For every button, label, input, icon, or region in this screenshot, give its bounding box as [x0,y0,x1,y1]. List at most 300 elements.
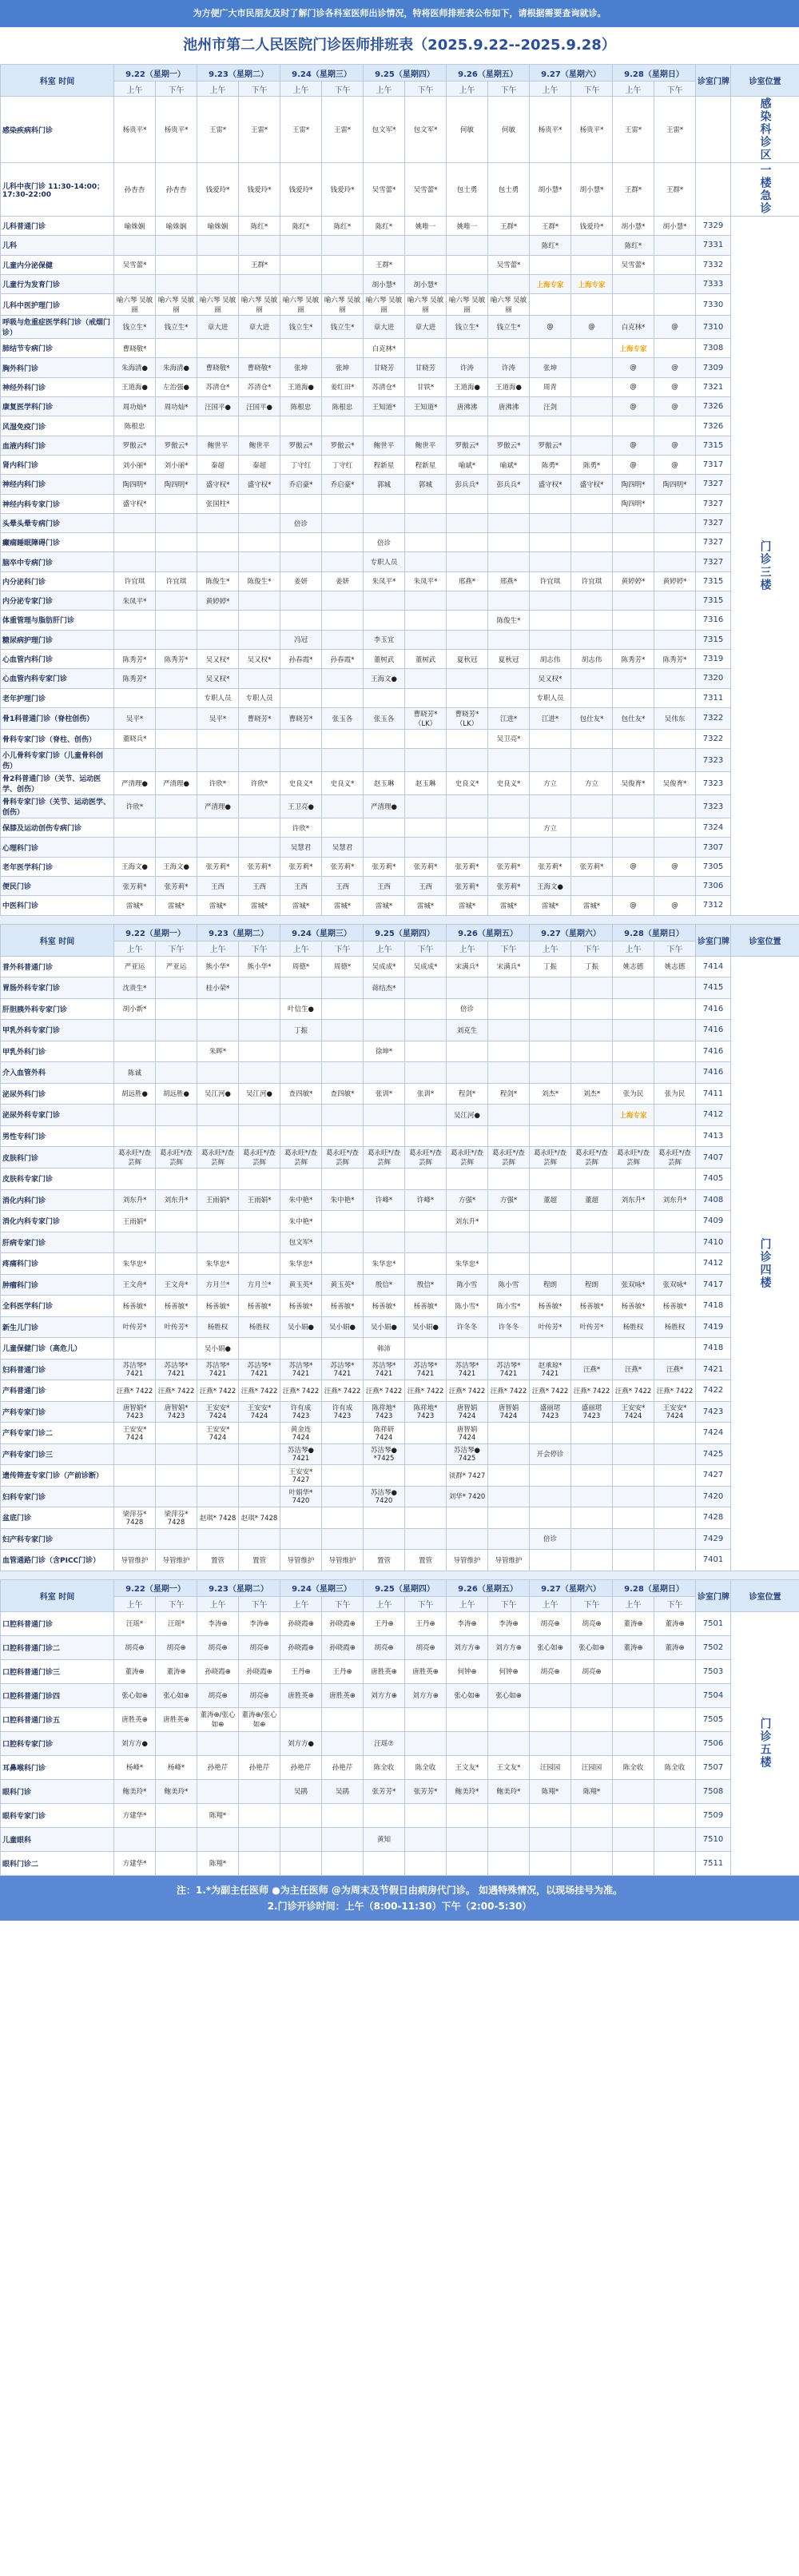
doctor-cell: 杨贵平* [114,97,156,163]
doctor-cell: 刘东升* [654,1189,696,1211]
doctor-cell: 史良义* [322,772,364,795]
dept-name: 儿童行为发育门诊 [1,274,114,293]
doctor-cell: 喻六琴 吴敏丽 [156,294,197,316]
doctor-cell [239,552,280,571]
doctor-cell [280,339,322,358]
dept-name: 泌尿外科专家门诊 [1,1105,114,1126]
doctor-cell: 雷城* [322,896,364,915]
doctor-cell: 置管 [239,1550,280,1571]
dept-name: 儿童眼科 [1,1827,114,1851]
doctor-cell: 黄婷婷* [654,571,696,591]
dept-name: 妇产科专家门诊 [1,1528,114,1550]
doctor-cell [447,533,488,552]
header-pm: 下午 [654,82,696,97]
doctor-cell: 胡远胜● [156,1083,197,1105]
doctor-cell: 喻六琴 吴敏丽 [405,294,447,316]
doctor-cell: 曹晓芳* [280,707,322,729]
header-dept-label: 科室 [39,78,56,86]
doctor-cell: 汪瑶* [114,1611,156,1635]
doctor-cell [654,1827,696,1851]
doctor-cell [156,1465,197,1487]
doctor-cell: 雷城* [114,896,156,915]
doctor-cell: 王道海● [114,377,156,396]
room-number: 7307 [696,838,731,857]
doctor-cell: 张芳莉* [239,857,280,876]
doctor-cell [488,1105,530,1126]
doctor-cell: 汪燕* [571,1359,613,1380]
doctor-cell: 吴又权* [530,669,571,688]
doctor-cell: 上海专家 [613,339,654,358]
doctor-cell: 张芳莉* [447,877,488,896]
doctor-cell [364,236,405,255]
doctor-cell [405,998,447,1020]
doctor-cell [530,1169,571,1190]
doctor-cell: 王雷* [322,97,364,163]
doctor-cell [239,236,280,255]
doctor-cell [488,1803,530,1827]
doctor-cell: 唐胜英⊕ [280,1683,322,1707]
doctor-cell: 葛永旺*/查芸辉 [322,1147,364,1169]
doctor-cell [530,977,571,999]
doctor-cell: 王道海● [280,377,322,396]
doctor-cell [613,977,654,999]
doctor-cell: 桂小荣* [197,977,239,999]
doctor-cell [405,1827,447,1851]
doctor-cell: 罗傲云* [280,436,322,455]
doctor-cell: 张双咏* [654,1274,696,1296]
doctor-cell: 张坤 [322,358,364,377]
doctor-cell: 董涛⊕ [613,1635,654,1659]
doctor-cell: 葛永旺*/查芸辉 [280,1147,322,1169]
header-row-ampm [1,1596,799,1611]
doctor-cell [488,1020,530,1041]
doctor-cell: 董树武 [405,649,447,668]
doctor-cell [488,1211,530,1232]
header-pm: 下午 [239,1596,280,1611]
schedule-table [0,1579,799,1876]
schedule-row [1,1147,799,1169]
doctor-cell [613,552,654,571]
doctor-cell [239,591,280,611]
doctor-cell [654,1486,696,1507]
doctor-cell: @ [654,436,696,455]
doctor-cell: 汪燕* 7422 [447,1380,488,1402]
doctor-cell: 盛守权* [530,475,571,494]
doctor-cell [322,688,364,707]
doctor-cell [280,533,322,552]
doctor-cell [114,236,156,255]
schedule-row [1,397,799,416]
doctor-cell: 杨善敏* [654,1296,696,1317]
doctor-cell: 沈贵生* [114,977,156,999]
doctor-cell: 叶信生● [280,998,322,1020]
doctor-cell [322,416,364,436]
doctor-cell: @ [613,455,654,474]
dept-name: 消化内科专家门诊 [1,1211,114,1232]
doctor-cell [364,1211,405,1232]
doctor-cell [322,630,364,649]
doctor-cell [488,591,530,611]
doctor-cell [654,1443,696,1465]
dept-name: 产科专家门诊二 [1,1423,114,1444]
doctor-cell [156,1169,197,1190]
doctor-cell: 钱爱玲* [280,163,322,217]
doctor-cell [239,1169,280,1190]
doctor-cell: 胡志伟 [530,649,571,668]
dept-name: 口腔科普通门诊二 [1,1635,114,1659]
header-pm: 下午 [571,82,613,97]
doctor-cell [613,294,654,316]
doctor-cell [530,1062,571,1084]
doctor-cell: 丁振 [571,956,613,977]
dept-name: 儿童保健门诊（高危儿） [1,1338,114,1360]
doctor-cell [654,533,696,552]
doctor-cell: 吴小娟● [405,1316,447,1338]
schedule-row [1,1105,799,1126]
doctor-cell: 蒋结杰* [364,977,405,999]
doctor-cell: 包文军* [364,97,405,163]
doctor-cell [322,1041,364,1062]
schedule-row [1,455,799,474]
doctor-cell: 罗傲云* [156,436,197,455]
doctor-cell [654,749,696,772]
dept-name: 新生儿门诊 [1,1316,114,1338]
doctor-cell: 宋满兵* [447,956,488,977]
doctor-cell: 吴成成* [364,956,405,977]
doctor-cell [571,1528,613,1550]
doctor-cell: 张心如⊕ [530,1635,571,1659]
doctor-cell [280,1338,322,1360]
doctor-cell: 吴慧君 [322,838,364,857]
doctor-cell [613,1253,654,1275]
doctor-cell [654,729,696,748]
header-day-4: 9.25（星期四） [364,1579,447,1596]
doctor-cell: 置管 [197,1550,239,1571]
doctor-cell: 葛永旺*/查芸辉 [239,1147,280,1169]
doctor-cell [530,513,571,532]
doctor-cell: 董涛⊕/张心如⊕ [239,1707,280,1731]
doctor-cell: 专职人员 [197,688,239,707]
doctor-cell: 朱海清● [156,358,197,377]
doctor-cell: 邢燕* [447,571,488,591]
doctor-cell [405,818,447,838]
doctor-cell: 曹晓敬* [239,358,280,377]
doctor-cell [447,749,488,772]
doctor-cell: @ [654,358,696,377]
doctor-cell: 葛永旺*/查芸辉 [364,1147,405,1169]
doctor-cell [197,255,239,274]
doctor-cell [654,1169,696,1190]
dept-name: 口腔科普通门诊三 [1,1659,114,1683]
schedule-row [1,1041,799,1062]
doctor-cell [447,1125,488,1147]
doctor-cell [571,838,613,857]
schedule-row [1,513,799,532]
doctor-cell [530,1683,571,1707]
dept-name: 口腔科专家门诊 [1,1731,114,1755]
doctor-cell: 刘东升* [447,1211,488,1232]
doctor-cell [405,494,447,513]
room-number: 7327 [696,475,731,494]
doctor-cell [156,630,197,649]
dept-name: 产科专家门诊三 [1,1443,114,1465]
doctor-cell: @ [613,377,654,396]
header-day-4: 9.25（星期四） [364,65,447,82]
doctor-cell [447,818,488,838]
doctor-cell: 陈全收 [654,1755,696,1779]
doctor-cell: 董涛⊕/张心如⊕ [197,1707,239,1731]
doctor-cell: 张心如⊕ [156,1683,197,1707]
doctor-cell: 钱立生* [156,316,197,339]
doctor-cell: 王群* [364,255,405,274]
doctor-cell: 王知道* [405,397,447,416]
doctor-cell: 王安安* 7427 [280,1465,322,1487]
doctor-cell: 王海文● [156,857,197,876]
doctor-cell: 胡亮⊕ [571,1611,613,1635]
doctor-cell: 陈祥研 7424 [364,1423,405,1444]
header-am: 上午 [613,941,654,956]
doctor-cell [239,795,280,818]
schedule-row [1,838,799,857]
doctor-cell [571,494,613,513]
dept-name: 神经外科门诊 [1,377,114,396]
doctor-cell: 钱立生* [447,316,488,339]
floor-label: 门诊三楼 [731,217,799,916]
doctor-cell [654,1803,696,1827]
doctor-cell: 苏洁琴* 7421 [405,1359,447,1380]
doctor-cell [571,1020,613,1041]
doctor-cell: 周青 [530,377,571,396]
doctor-cell [322,591,364,611]
room-number: 7420 [696,1486,731,1507]
dept-name: 癫痫睡眠障碍门诊 [1,533,114,552]
doctor-cell: 钱爱玲* [571,217,613,236]
doctor-cell: 朱凤平* [405,571,447,591]
doctor-cell [156,1731,197,1755]
header-pm: 下午 [322,941,364,956]
doctor-cell: 胡小慧* [530,163,571,217]
doctor-cell: 叶娟华* 7420 [280,1486,322,1507]
doctor-cell: 黄金连 7424 [280,1423,322,1444]
header-am: 上午 [280,1596,322,1611]
doctor-cell [571,1550,613,1571]
doctor-cell [405,513,447,532]
doctor-cell [280,1803,322,1827]
doctor-cell [571,339,613,358]
doctor-cell [114,611,156,630]
doctor-cell: 梁萍芬* 7428 [114,1507,156,1529]
doctor-cell [571,1062,613,1084]
doctor-cell: 陈翔* [197,1851,239,1875]
doctor-cell: 汪瑶⑦ [364,1731,405,1755]
doctor-cell [654,669,696,688]
doctor-cell [488,1423,530,1444]
doctor-cell: 孙艳芹 [197,1755,239,1779]
doctor-cell: 王雷* [613,97,654,163]
doctor-cell: 方月兰* [239,1274,280,1296]
doctor-cell: 苏洁琴* 7421 [280,1359,322,1380]
doctor-cell: 黄婷婷* [197,591,239,611]
doctor-cell [322,1827,364,1851]
doctor-cell: 张训* [364,1083,405,1105]
doctor-cell: 罗傲云* [530,436,571,455]
doctor-cell [405,669,447,688]
doctor-cell [613,1731,654,1755]
header-pm: 下午 [488,1596,530,1611]
doctor-cell: 方立 [530,818,571,838]
doctor-cell [156,513,197,532]
doctor-cell [322,977,364,999]
doctor-cell [447,1827,488,1851]
doctor-cell: 钱立生* [280,316,322,339]
schedule-row [1,533,799,552]
doctor-cell: 苏洁琴● 7425 [447,1443,488,1465]
dept-name: 心血管内科门诊 [1,649,114,668]
doctor-cell [488,1062,530,1084]
doctor-cell [530,1707,571,1731]
doctor-cell: 王群* [530,217,571,236]
doctor-cell: 丁守红 [280,455,322,474]
doctor-cell [156,1125,197,1147]
dept-name: 血管通路门诊（含PICC门诊） [1,1550,114,1571]
doctor-cell [613,1683,654,1707]
doctor-cell [654,1659,696,1683]
doctor-cell [530,552,571,571]
doctor-cell [322,1731,364,1755]
dept-name: 耳鼻喉科门诊 [1,1755,114,1779]
doctor-cell: 李涛⊕ [488,1611,530,1635]
doctor-cell: 陈红* [322,217,364,236]
schedule-row [1,1659,799,1683]
doctor-cell [156,533,197,552]
doctor-cell: 汪燕* 7422 [280,1380,322,1402]
doctor-cell [571,294,613,316]
header-am: 上午 [364,82,405,97]
doctor-cell [322,1423,364,1444]
doctor-cell [322,611,364,630]
doctor-cell: 苏清仓* [364,377,405,396]
header-am: 上午 [364,1596,405,1611]
dept-name: 感染疾病科门诊 [1,97,114,163]
doctor-cell: 何敏 [447,97,488,163]
doctor-cell [530,630,571,649]
doctor-cell [322,729,364,748]
doctor-cell [571,236,613,255]
schedule-row [1,956,799,977]
doctor-cell: 何钟⊕ [488,1659,530,1683]
schedule-row [1,1189,799,1211]
doctor-cell: 雷城* [530,896,571,915]
schedule-row [1,749,799,772]
doctor-cell [280,236,322,255]
header-day-7: 9.28（星期日） [613,924,696,941]
room-number: 7315 [696,630,731,649]
doctor-cell [613,1659,654,1683]
doctor-cell [654,1062,696,1084]
room-number: 7326 [696,397,731,416]
doctor-cell: 汪国平● [197,397,239,416]
doctor-cell [613,274,654,293]
doctor-cell [239,274,280,293]
doctor-cell: 王安安* 7424 [197,1423,239,1444]
doctor-cell: 唐智娟 7424 [447,1423,488,1444]
footer-line-2: 2.门诊开诊时间：上午（8:00-11:30）下午（2:00-5:30） [267,1900,532,1912]
header-row-ampm [1,941,799,956]
doctor-cell [571,1803,613,1827]
doctor-cell: 张芳莉* [405,857,447,876]
dept-name: 血液内科门诊 [1,436,114,455]
doctor-cell [156,1020,197,1041]
doctor-cell [280,1707,322,1731]
doctor-cell: 苏清仓* [197,377,239,396]
doctor-cell [197,1779,239,1803]
doctor-cell: 张芳莉* [280,857,322,876]
doctor-cell [654,1779,696,1803]
doctor-cell [488,1731,530,1755]
doctor-cell: 周功灿* [156,397,197,416]
room-number: 7408 [696,1189,731,1211]
doctor-cell [488,1827,530,1851]
doctor-cell [239,1779,280,1803]
doctor-cell [114,1486,156,1507]
header-day-7: 9.28（星期日） [613,1579,696,1596]
doctor-cell [488,838,530,857]
doctor-cell: 吴小娟● [197,1338,239,1360]
doctor-cell [114,513,156,532]
doctor-cell [405,1338,447,1360]
doctor-cell [405,1041,447,1062]
doctor-cell: 孙晓霞⊕ [197,1659,239,1683]
doctor-cell [654,1851,696,1875]
doctor-cell [571,1125,613,1147]
header-am: 上午 [280,82,322,97]
doctor-cell: 邢燕* [488,571,530,591]
schedule-row [1,611,799,630]
doctor-cell [364,1528,405,1550]
doctor-cell: 鲍美玲* [488,1779,530,1803]
doctor-cell [405,1062,447,1084]
doctor-cell: 陈根忠 [114,416,156,436]
dept-name: 骨2科普通门诊（关节、运动医学、创伤） [1,772,114,795]
doctor-cell [530,611,571,630]
header-am: 上午 [280,941,322,956]
doctor-cell [197,818,239,838]
doctor-cell [571,1041,613,1062]
schedule-row [1,217,799,236]
doctor-cell [239,513,280,532]
doctor-cell [280,669,322,688]
doctor-cell: 唐智娟 7424 [488,1401,530,1423]
doctor-cell [405,591,447,611]
doctor-cell [197,533,239,552]
doctor-cell [239,838,280,857]
dept-name: 甲乳外科专家门诊 [1,1020,114,1041]
doctor-cell: 许涛 [447,358,488,377]
doctor-cell [654,838,696,857]
doctor-cell [654,1020,696,1041]
doctor-cell: 吴成成* [405,956,447,977]
doctor-cell [654,795,696,818]
doctor-cell: 汪瑶* [156,1611,197,1635]
dept-name: 遗传筛查专家门诊（产前诊断） [1,1465,114,1487]
doctor-cell [364,1105,405,1126]
doctor-cell [405,729,447,748]
room-number: 7504 [696,1683,731,1707]
doctor-cell [447,1338,488,1360]
doctor-cell: 吴雪蕾* [114,255,156,274]
doctor-cell [613,1486,654,1507]
doctor-cell: 董树武 [364,649,405,668]
